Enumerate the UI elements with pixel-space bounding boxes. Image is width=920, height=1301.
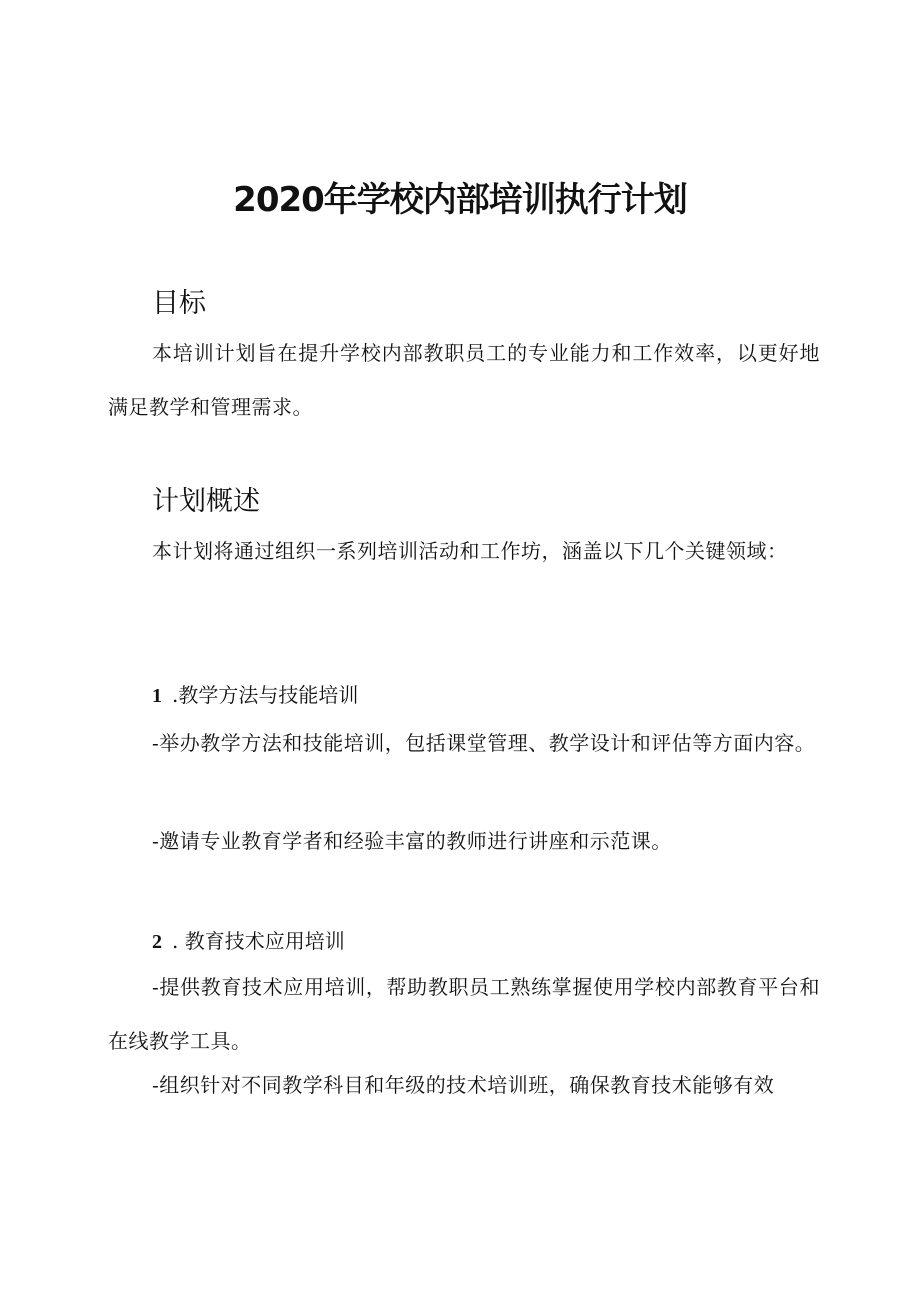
section-heading-goal: 目标 (152, 288, 206, 319)
area-item-2-2: -组织针对不同教学科目和年级的技术培训班，确保教育技术能够有效 (152, 1073, 775, 1097)
area-heading-2 (152, 926, 345, 957)
document-title: 2020年学校内部培训执行计划 (233, 180, 687, 220)
area-number-1: 1 (152, 685, 162, 707)
section-heading-overview: 计划概述 (152, 486, 260, 517)
area-number-2: 2 (152, 931, 162, 953)
area-item-2-1: -提供教育技术应用培训，帮助教职员工熟练掌握使用学校内部教育平台和在线教学工具。 (108, 975, 820, 1053)
section-paragraph-overview: 本计划将通过组织一系列培训活动和工作坊，涵盖以下几个关键领域： (152, 539, 788, 563)
area-title-2: . 教育技术应用培训 (172, 929, 345, 953)
section-paragraph-goal: 本培训计划旨在提升学校内部教职员工的专业能力和工作效率，以更好地满足教学和管理需求。 (108, 341, 820, 419)
area-heading-1 (152, 680, 358, 711)
area-title-1: .教学方法与技能培训 (172, 683, 359, 707)
area-item-1-2: -邀请专业教育学者和经验丰富的教师进行讲座和示范课。 (152, 829, 672, 853)
area-item-1-1: -举办教学方法和技能培训，包括课堂管理、教学设计和评估等方面内容。 (152, 731, 816, 755)
